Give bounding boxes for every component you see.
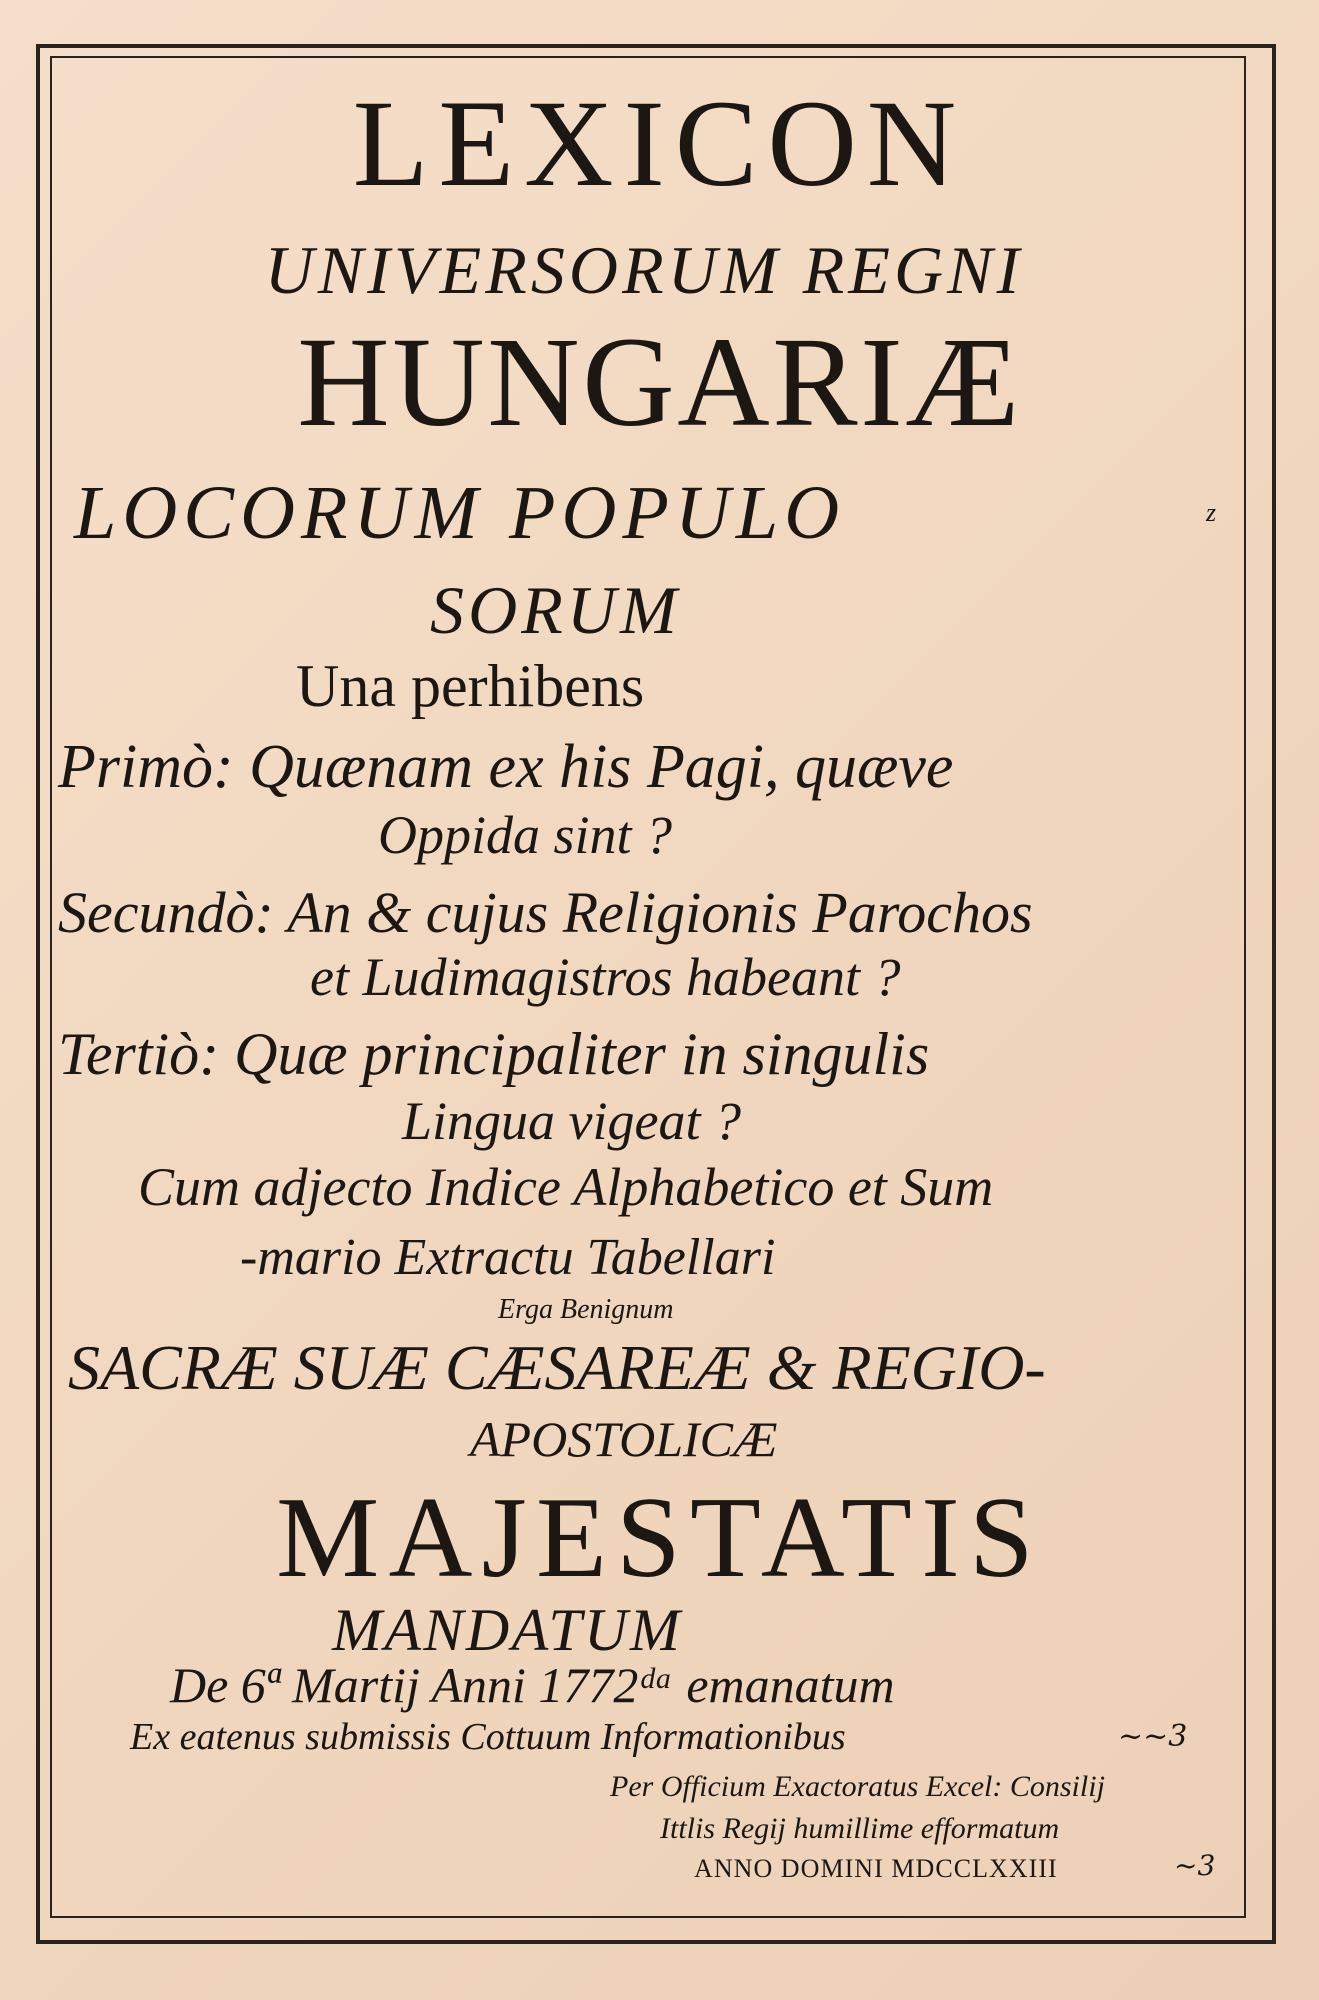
majesty-apostolicae: APOSTOLICÆ	[470, 1411, 778, 1467]
index-line-1: Cum adjecto Indice Alphabetico et Sum	[138, 1157, 994, 1217]
question-primo: Primò: Quænam ex his Pagi, quæve	[58, 733, 954, 801]
index-line-2: -mario Extractu Tabellari	[240, 1229, 776, 1286]
date-flourish: ~~3	[1118, 1719, 1188, 1754]
question-tertio: Tertiò: Quæ principaliter in singulis	[58, 1021, 930, 1087]
majesty-mandatum: MANDATUM	[332, 1597, 683, 1663]
question-secundo: Secundò: An & cujus Religionis Parochos	[58, 880, 1033, 945]
title-universorum-regni: UNIVERSORUM REGNI	[264, 232, 1024, 308]
colophon-flourish: ~3	[1174, 1849, 1216, 1882]
title-sorum: SORUM	[430, 572, 681, 648]
majesty-sacrae: SACRÆ SUÆ CÆSAREÆ & REGIO-	[68, 1332, 1046, 1403]
title-lexicon: LEXICON	[352, 75, 967, 212]
date-line-2: Ex eatenus submissis Cottuum Informationibus	[130, 1716, 846, 1758]
colophon-line-1: Per Officium Exactoratus Excel: Consilij	[610, 1770, 1105, 1803]
question-secundo-cont: et Ludimagistros habeant ?	[310, 947, 901, 1007]
index-erga-benignum: Erga Benignum	[498, 1294, 674, 1325]
colophon-line-2: Ittlis Regij humillime efformatum	[660, 1812, 1060, 1845]
title-hungariae: HUNGARIÆ	[297, 311, 1022, 453]
majesty-majestatis: MAJESTATIS	[276, 1474, 1043, 1602]
title-hyphen-mark: z	[1206, 498, 1217, 527]
question-tertio-cont: Lingua vigeat ?	[402, 1091, 741, 1151]
question-primo-cont: Oppida sint ?	[378, 805, 673, 865]
colophon-anno-domini: ANNO DOMINI MDCCLXXIII	[694, 1854, 1058, 1883]
intro-una-perhibens: Una perhibens	[296, 653, 645, 719]
date-line-1: De 6ª Martij Anni 1772ᵈᵃ emanatum	[170, 1657, 895, 1713]
title-locorum-populo: LOCORUM POPULO	[74, 471, 846, 555]
